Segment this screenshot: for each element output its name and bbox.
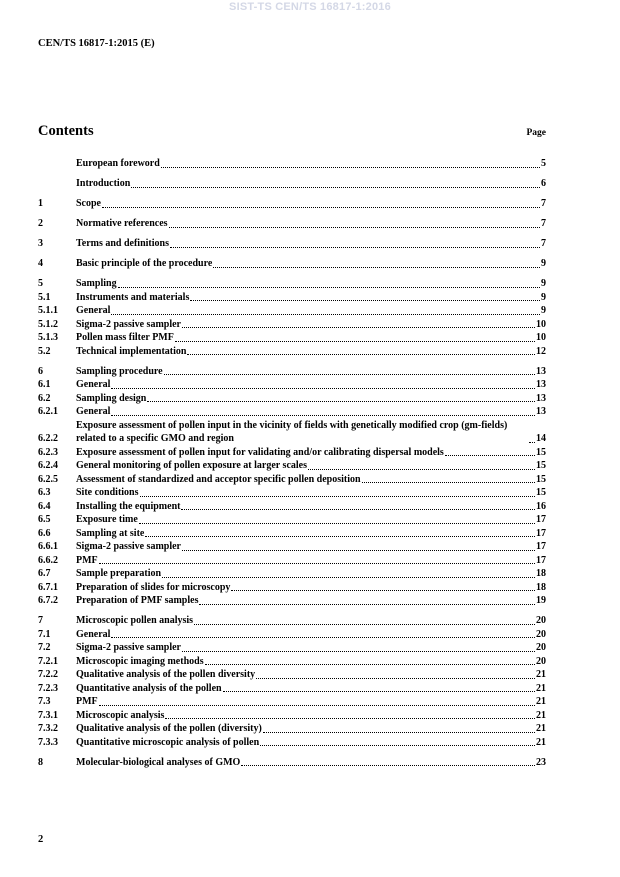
toc-entry-number: 7.3.2 — [38, 723, 58, 734]
toc-entry[interactable] — [38, 459, 546, 473]
toc-entry-number: 7.2.1 — [38, 655, 58, 667]
toc-entry-number: 6.2 — [38, 392, 51, 404]
toc-entry-number: 7.3 — [38, 696, 51, 707]
dot-leader — [241, 765, 535, 766]
toc-entry-number: 7.2.3 — [38, 682, 58, 694]
toc-entry[interactable] — [38, 486, 546, 500]
toc-entry-page: 13 — [536, 379, 546, 390]
dot-leader — [111, 314, 540, 315]
table-of-contents — [38, 157, 546, 769]
toc-entry-page: 7 — [541, 218, 546, 229]
toc-entry[interactable] — [38, 614, 546, 628]
toc-entry-title: Installing the equipment — [76, 500, 181, 512]
toc-entry-title: Exposure assessment of pollen input for validating and/or calibrating dispersal models — [76, 446, 444, 458]
toc-entry[interactable] — [38, 722, 546, 736]
toc-entry-number: 6.6.2 — [38, 554, 58, 566]
toc-entry-title: PMF — [76, 696, 98, 707]
toc-entry-page: 5 — [541, 158, 546, 169]
toc-entry[interactable] — [38, 446, 546, 460]
dot-leader — [263, 732, 535, 733]
toc-entry-page: 10 — [536, 332, 546, 343]
toc-entry-title: Sigma-2 passive sampler — [76, 318, 181, 330]
toc-entry-page: 16 — [536, 500, 546, 512]
toc-entry-page: 9 — [541, 258, 546, 269]
toc-entry-title: Scope — [76, 198, 101, 209]
toc-entry-page: 9 — [541, 278, 546, 289]
toc-entry[interactable] — [38, 709, 546, 723]
toc-entry-number: 5.1.2 — [38, 318, 58, 330]
toc-entry-page: 18 — [536, 581, 546, 593]
toc-entry-page: 23 — [536, 756, 546, 768]
toc-entry-title: Sampling design — [76, 392, 147, 404]
toc-entry-number: 5.1.3 — [38, 332, 58, 343]
dot-leader — [231, 590, 535, 591]
toc-entry-number: 6.4 — [38, 500, 51, 512]
toc-entry-number: 6.5 — [38, 514, 51, 525]
toc-entry-title: Instruments and materials — [76, 291, 190, 303]
toc-entry-number: 7.2 — [38, 642, 51, 653]
dot-leader — [182, 550, 535, 551]
toc-entry-title: Qualitative analysis of the pollen diversity — [76, 669, 256, 680]
toc-entry[interactable] — [38, 540, 546, 554]
toc-entry-title: General monitoring of pollen exposure at larger scales — [76, 460, 307, 471]
dot-leader — [529, 442, 535, 443]
toc-entry-title: Introduction — [76, 178, 131, 189]
dot-leader — [205, 664, 535, 665]
toc-entry[interactable] — [38, 197, 546, 211]
toc-entry-page: 17 — [536, 554, 546, 566]
page-number: 2 — [38, 834, 44, 845]
toc-entry-number: 7.3.1 — [38, 709, 58, 721]
toc-entry-page: 13 — [536, 365, 546, 377]
dot-leader — [187, 354, 535, 355]
toc-entry-page: 15 — [536, 446, 546, 458]
toc-entry-title: General — [76, 628, 111, 640]
toc-entry-number: 2 — [38, 218, 43, 229]
toc-entry[interactable] — [38, 257, 546, 271]
toc-entry-page: 6 — [541, 178, 546, 189]
toc-entry-number: 6.1 — [38, 379, 51, 390]
toc-entry[interactable] — [38, 177, 546, 191]
toc-entry-number: 6.2.3 — [38, 446, 58, 458]
toc-entry-title: Qualitative analysis of the pollen (diversity) — [76, 723, 262, 734]
toc-entry-page: 13 — [536, 392, 546, 404]
dot-leader — [190, 300, 540, 301]
toc-entry-title: Sample preparation — [76, 568, 162, 579]
toc-entry[interactable] — [38, 695, 546, 709]
toc-entry-number: 7 — [38, 615, 43, 626]
toc-entry[interactable] — [38, 291, 546, 305]
toc-entry-page: 21 — [536, 736, 546, 748]
toc-entry-page: 10 — [536, 318, 546, 330]
document-id: CEN/TS 16817-1:2015 (E) — [38, 38, 155, 49]
toc-entry-page: 17 — [536, 541, 546, 552]
toc-entry[interactable] — [38, 641, 546, 655]
toc-entry-number: 5.2 — [38, 345, 51, 357]
toc-entry-number: 7.3.3 — [38, 736, 58, 748]
toc-entry-page: 21 — [536, 709, 546, 721]
toc-entry[interactable] — [38, 392, 546, 406]
dot-leader — [111, 415, 535, 416]
toc-entry-title: Microscopic pollen analysis — [76, 615, 194, 626]
dot-leader — [99, 563, 535, 564]
toc-entry[interactable] — [38, 237, 546, 251]
dot-leader — [260, 745, 535, 746]
toc-entry-title: Microscopic analysis — [76, 709, 165, 721]
toc-entry[interactable] — [38, 331, 546, 345]
toc-entry-page: 15 — [536, 460, 546, 471]
toc-entry-page: 17 — [536, 514, 546, 525]
toc-entry-title: Assessment of standardized and acceptor specific pollen deposition — [76, 473, 361, 485]
toc-entry-page: 21 — [536, 723, 546, 734]
watermark: SIST-TS CEN/TS 16817-1:2016 — [229, 1, 391, 13]
toc-entry-title: Preparation of PMF samples — [76, 595, 199, 606]
toc-entry[interactable] — [38, 682, 546, 696]
toc-entry-page: 18 — [536, 568, 546, 579]
toc-entry-page: 12 — [536, 345, 546, 357]
toc-entry-number: 6.2.1 — [38, 406, 58, 417]
toc-entry[interactable] — [38, 304, 546, 318]
toc-entry-number: 6.6 — [38, 527, 51, 539]
toc-entry-page: 21 — [536, 696, 546, 707]
toc-entry-number: 5.1.1 — [38, 305, 58, 316]
toc-entry[interactable] — [38, 345, 546, 359]
toc-entry-number: 6.2.5 — [38, 473, 58, 485]
toc-entry-title: General — [76, 379, 111, 390]
toc-entry[interactable] — [38, 513, 546, 527]
toc-entry-number: 1 — [38, 198, 43, 209]
toc-entry-number: 7.2.2 — [38, 669, 58, 680]
toc-entry-title: Site conditions — [76, 487, 139, 498]
toc-entry[interactable] — [38, 668, 546, 682]
dot-leader — [182, 327, 535, 328]
dot-leader — [165, 718, 535, 719]
toc-entry-number: 5.1 — [38, 291, 51, 303]
toc-entry-title: Sampling — [76, 278, 117, 289]
toc-entry[interactable] — [38, 365, 546, 379]
toc-entry-page: 7 — [541, 198, 546, 209]
dot-leader — [169, 227, 540, 228]
toc-entry[interactable] — [38, 527, 546, 541]
toc-entry-number: 6.7 — [38, 568, 51, 579]
toc-entry-number: 8 — [38, 756, 43, 768]
dot-leader — [111, 388, 535, 389]
toc-entry[interactable] — [38, 756, 546, 770]
toc-entry[interactable] — [38, 554, 546, 568]
toc-entry[interactable] — [38, 157, 546, 171]
toc-entry[interactable] — [38, 405, 546, 419]
toc-entry-number: 3 — [38, 238, 43, 249]
toc-entry-number: 6.7.2 — [38, 595, 58, 606]
toc-entry-page: 20 — [536, 655, 546, 667]
dot-leader — [182, 651, 535, 652]
toc-entry-number: 6.6.1 — [38, 541, 58, 552]
toc-entry-page: 21 — [536, 682, 546, 694]
dot-leader — [213, 267, 540, 268]
toc-entry-title: Molecular-biological analyses of GMO — [76, 756, 241, 768]
toc-entry-page: 9 — [541, 291, 546, 303]
toc-entry-page: 20 — [536, 628, 546, 640]
toc-entry-title: European foreword — [76, 158, 160, 169]
toc-entry-title: General — [76, 305, 111, 316]
toc-entry-page: 20 — [536, 642, 546, 653]
toc-entry-title: Basic principle of the procedure — [76, 258, 213, 269]
toc-entry-title: Sigma-2 passive sampler — [76, 541, 181, 552]
toc-entry-title: Microscopic imaging methods — [76, 655, 204, 667]
toc-entry-title: Pollen mass filter PMF — [76, 332, 174, 343]
toc-entry-title: Sampling procedure — [76, 365, 163, 377]
dot-leader — [445, 455, 535, 456]
dot-leader — [194, 624, 535, 625]
toc-entry-number: 6.7.1 — [38, 581, 58, 593]
toc-entry-page: 13 — [536, 406, 546, 417]
toc-entry-page: 21 — [536, 669, 546, 680]
toc-entry[interactable] — [38, 594, 546, 608]
toc-entry[interactable] — [38, 628, 546, 642]
dot-leader — [181, 509, 535, 510]
toc-entry-title: Sampling at site — [76, 527, 145, 539]
dot-leader — [111, 637, 535, 638]
toc-entry[interactable] — [38, 217, 546, 231]
dot-leader — [161, 167, 540, 168]
toc-entry-title: Sigma-2 passive sampler — [76, 642, 181, 653]
toc-entry-page: 15 — [536, 473, 546, 485]
page-title: Contents — [38, 123, 94, 139]
toc-entry[interactable] — [38, 277, 546, 291]
toc-entry-number: 4 — [38, 258, 43, 269]
page-column-label: Page — [526, 128, 546, 138]
toc-entry-title: General — [76, 406, 111, 417]
toc-entry-page: 7 — [541, 238, 546, 249]
toc-entry[interactable] — [38, 655, 546, 669]
toc-entry-number: 6 — [38, 365, 43, 377]
dot-leader — [102, 207, 540, 208]
toc-entry-number: 6.2.4 — [38, 460, 58, 471]
toc-entry-title: PMF — [76, 554, 98, 566]
toc-entry-number: 7.1 — [38, 628, 51, 640]
dot-leader — [139, 523, 535, 524]
toc-entry-title: Technical implementation — [76, 345, 187, 357]
toc-entry-number: 6.3 — [38, 487, 51, 498]
dot-leader — [118, 287, 540, 288]
toc-entry-page: 9 — [541, 305, 546, 316]
toc-entry[interactable] — [38, 378, 546, 392]
toc-entry-number: 6.2.2 — [38, 433, 58, 444]
toc-entry[interactable] — [38, 419, 546, 446]
toc-entry-title: Terms and definitions — [76, 238, 169, 249]
toc-entry[interactable] — [38, 581, 546, 595]
toc-entry[interactable] — [38, 473, 546, 487]
dot-leader — [99, 705, 535, 706]
dot-leader — [308, 469, 535, 470]
toc-entry-page: 17 — [536, 527, 546, 539]
dot-leader — [170, 247, 540, 248]
toc-entry-page: 15 — [536, 487, 546, 498]
dot-leader — [175, 341, 535, 342]
dot-leader — [131, 187, 540, 188]
toc-entry-title: Exposure assessment of pollen input in the vicinity of fields with genetically modified crop (gm-fields) related to a specific GMO and region — [76, 419, 508, 444]
dot-leader — [162, 577, 535, 578]
toc-entry[interactable] — [38, 736, 546, 750]
dot-leader — [223, 691, 535, 692]
toc-entry-title: Exposure time — [76, 514, 138, 525]
toc-entry-number: 5 — [38, 278, 43, 289]
toc-entry[interactable] — [38, 500, 546, 514]
dot-leader — [145, 536, 535, 537]
toc-entry-page: 19 — [536, 595, 546, 606]
dot-leader — [140, 496, 535, 497]
dot-leader — [362, 482, 535, 483]
toc-entry-page: 20 — [536, 615, 546, 626]
dot-leader — [256, 678, 535, 679]
dot-leader — [164, 374, 535, 375]
toc-entry-title: Preparation of slides for microscopy — [76, 581, 231, 593]
toc-entry[interactable] — [38, 567, 546, 581]
dot-leader — [199, 604, 535, 605]
toc-entry-title: Quantitative analysis of the pollen — [76, 682, 222, 694]
toc-entry-title: Quantitative microscopic analysis of pollen — [76, 736, 260, 748]
toc-entry[interactable] — [38, 318, 546, 332]
toc-entry-title: Normative references — [76, 218, 168, 229]
dot-leader — [147, 401, 535, 402]
toc-entry-page: 14 — [536, 433, 546, 444]
